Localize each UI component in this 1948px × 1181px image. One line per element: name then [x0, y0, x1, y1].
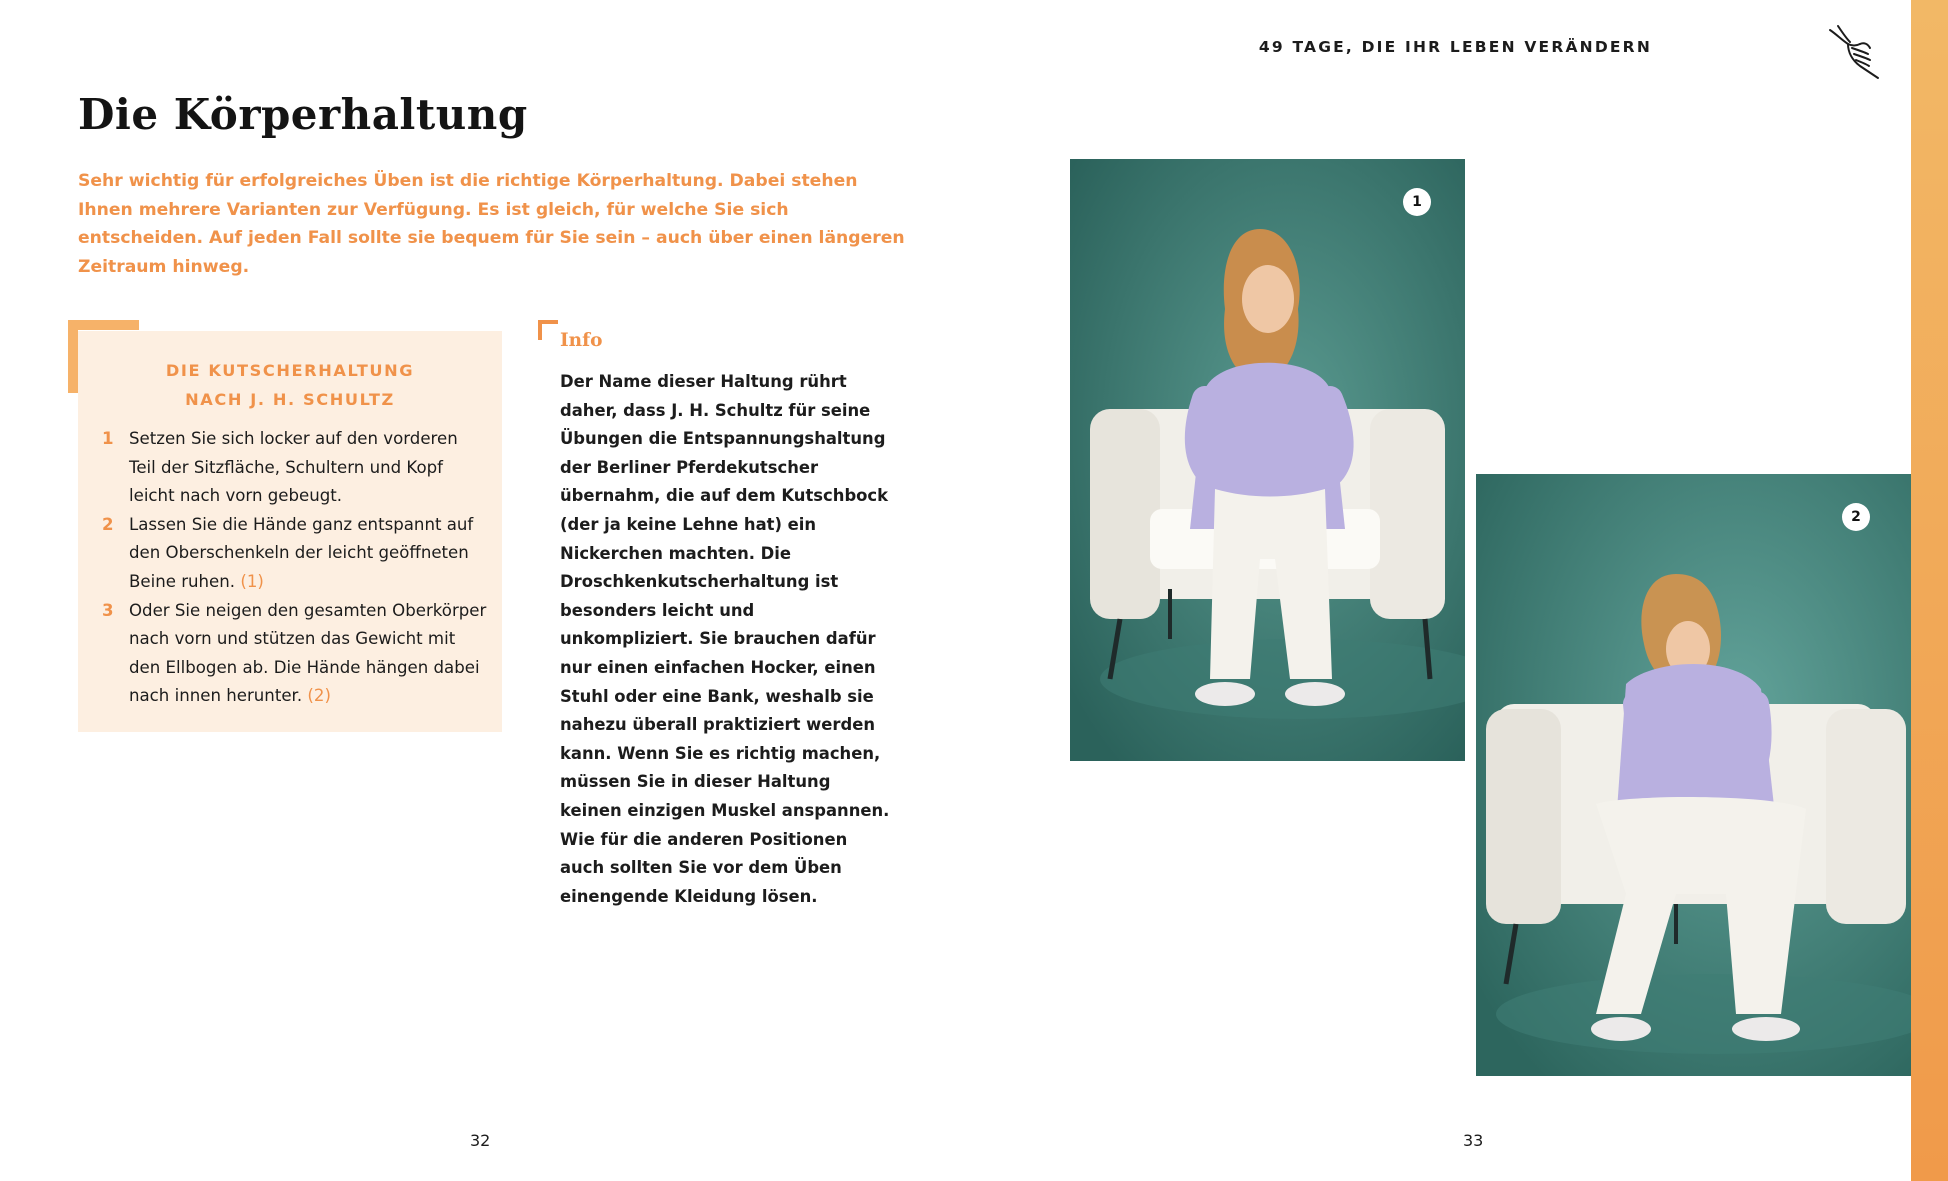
photo-reference: (1): [240, 571, 264, 591]
photo-number-badge: 2: [1842, 503, 1870, 531]
page-edge-strip: [1911, 0, 1948, 1181]
box-corner-accent-left: [68, 320, 78, 393]
exercise-box-heading: [78, 356, 502, 414]
step-text: Lassen Sie die Hände ganz entspannt auf den Oberschenkeln der leicht geöffneten Beine ruhen.: [129, 514, 474, 591]
step-number: 2: [102, 514, 114, 534]
photo-reference: (2): [307, 686, 331, 706]
page-number-right: 33: [1463, 1131, 1484, 1150]
step-text: Setzen Sie sich locker auf den vorderen Teil der Sitzfläche, Schultern und Kopf leicht nach vorn gebeugt.: [129, 429, 458, 506]
exercise-step: [98, 511, 488, 597]
exercise-step: [98, 425, 488, 511]
exercise-box-heading-line-1: DIE KUTSCHERHALTUNG: [165, 361, 415, 380]
photo-kutscherhaltung-upright: [1070, 159, 1465, 761]
page-number-left: 32: [470, 1131, 491, 1150]
lead-paragraph: Sehr wichtig für erfolgreiches Üben ist die richtige Körperhaltung. Dabei stehen Ihnen mehrere Varianten zur Verfügung. Es ist gleich, für welche Sie sich entscheiden. Auf jeden Fall sollte sie bequem für Sie sein – auch über einen längeren Zeitraum hinweg.: [78, 171, 905, 277]
running-head: 49 TAGE, DIE IHR LEBEN VERÄNDERN: [1258, 38, 1652, 56]
box-corner-accent-top: [68, 320, 139, 330]
page-title: Die Körperhaltung: [78, 90, 528, 139]
step-number: 3: [102, 600, 114, 620]
exercise-step: [98, 597, 488, 711]
photo-kutscherhaltung-forward: [1476, 474, 1911, 1076]
exercise-box-heading-line-2: NACH J. H. SCHULTZ: [185, 390, 395, 409]
hand-icon: [1826, 22, 1882, 80]
photo-illustration: [1070, 159, 1465, 761]
photo-illustration: [1476, 474, 1911, 1076]
photo-number-badge: 1: [1403, 188, 1431, 216]
step-number: 1: [102, 429, 114, 448]
info-text: Der Name dieser Haltung rührt daher, dass J. H. Schultz für seine Übungen die Entspannungshaltung der Berliner Pferdekutscher übernahm, die auf dem Kutschbock (der ja keine Lehne hat) ein Nickerchen machten. Die Droschkenkutscherhaltung ist besonders leicht und unkompliziert. Sie brauchen dafür nur einen einfachen Hocker, einen Stuhl oder eine Bank, weshalb sie nahezu überall praktiziert werden kann. Wenn Sie es richtig machen, müssen Sie in dieser Haltung keinen einzigen Muskel anspannen. Wie für die anderen Positionen auch sollten Sie vor dem Üben einengende Kleidung lösen.: [560, 372, 890, 906]
step-text: Oder Sie neigen den gesamten Oberkörper nach vorn und stützen das Gewicht mit den Ellbogen ab. Die Hände hängen dabei nach innen herunter.: [129, 600, 487, 706]
info-heading: Info: [560, 330, 603, 351]
info-corner-accent-left: [538, 320, 542, 340]
exercise-steps: [98, 425, 488, 711]
